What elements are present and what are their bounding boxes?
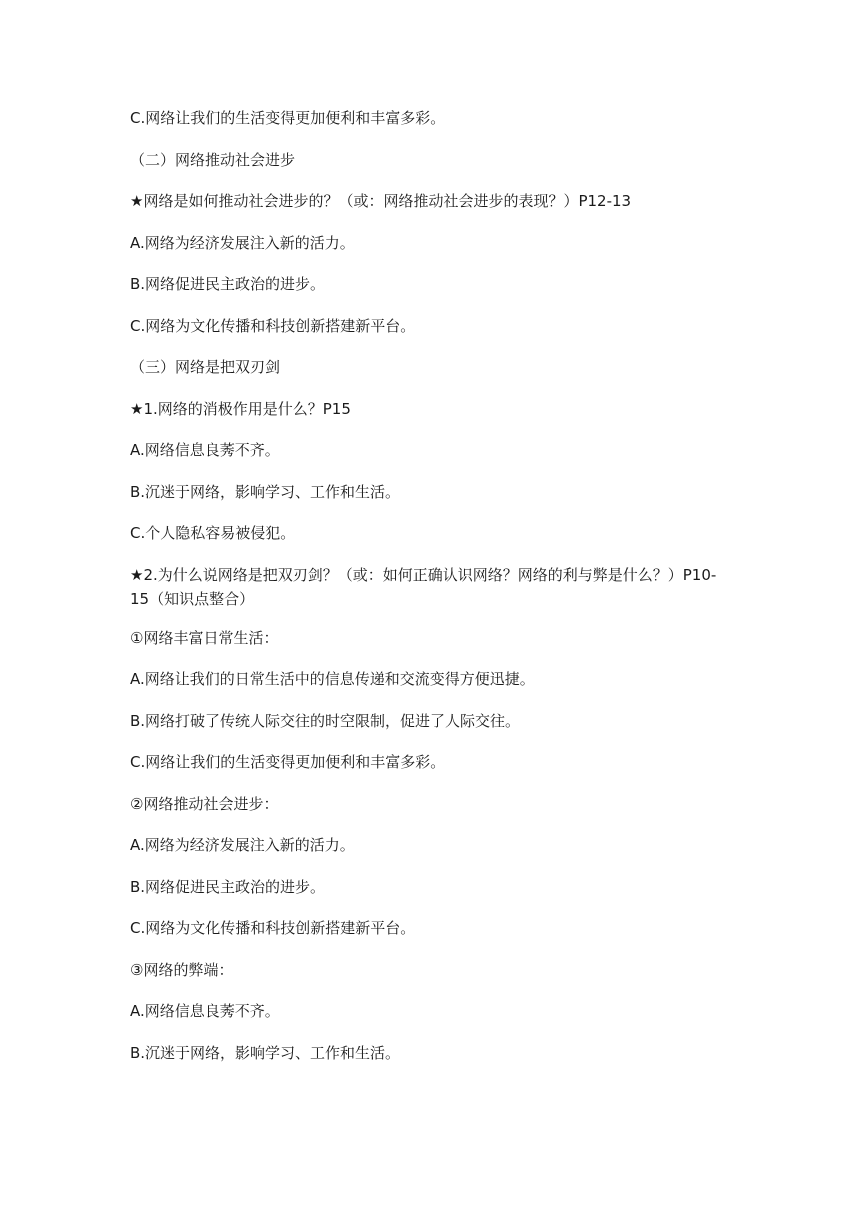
answer-line: B.沉迷于网络，影响学习、工作和生活。 bbox=[130, 1043, 401, 1062]
subheading-line: ①网络丰富日常生活： bbox=[130, 628, 279, 647]
question-line: ★1.网络的消极作用是什么？P15 bbox=[130, 399, 351, 418]
answer-line: C.网络为文化传播和科技创新搭建新平台。 bbox=[130, 316, 416, 335]
answer-line: C.网络让我们的生活变得更加便利和丰富多彩。 bbox=[130, 753, 446, 771]
section-heading: （三）网络是把双刃剑 bbox=[130, 358, 281, 376]
answer-line: C.网络让我们的生活变得更加便利和丰富多彩。 bbox=[130, 109, 446, 127]
question-line: ★网络是如何推动社会进步的？（或：网络推动社会进步的表现？）P12-13 bbox=[130, 192, 632, 210]
answer-line: C.个人隐私容易被侵犯。 bbox=[130, 524, 296, 542]
answer-line: A.网络为经济发展注入新的活力。 bbox=[130, 233, 355, 252]
question-line: ★2.为什么说网络是把双刃剑？（或：如何正确认识网络？网络的利与弊是什么？）P10-15（知识点整合） bbox=[130, 565, 717, 608]
section-heading: （二）网络推动社会进步 bbox=[130, 150, 296, 169]
answer-line: A.网络信息良莠不齐。 bbox=[130, 441, 280, 459]
answer-line: B.网络促进民主政治的进步。 bbox=[130, 877, 326, 896]
document-body bbox=[130, 106, 730, 1082]
answer-line: A.网络为经济发展注入新的活力。 bbox=[130, 836, 355, 854]
answer-line: B.网络打破了传统人际交往的时空限制，促进了人际交往。 bbox=[130, 711, 521, 730]
answer-line: B.沉迷于网络，影响学习、工作和生活。 bbox=[130, 482, 401, 501]
answer-line: C.网络为文化传播和科技创新搭建新平台。 bbox=[130, 919, 416, 937]
subheading-line: ②网络推动社会进步： bbox=[130, 794, 279, 813]
answer-line: B.网络促进民主政治的进步。 bbox=[130, 275, 326, 293]
subheading-line: ③网络的弊端： bbox=[130, 960, 234, 979]
answer-line: A.网络信息良莠不齐。 bbox=[130, 1002, 280, 1020]
answer-line: A.网络让我们的日常生活中的信息传递和交流变得方便迅捷。 bbox=[130, 670, 535, 688]
